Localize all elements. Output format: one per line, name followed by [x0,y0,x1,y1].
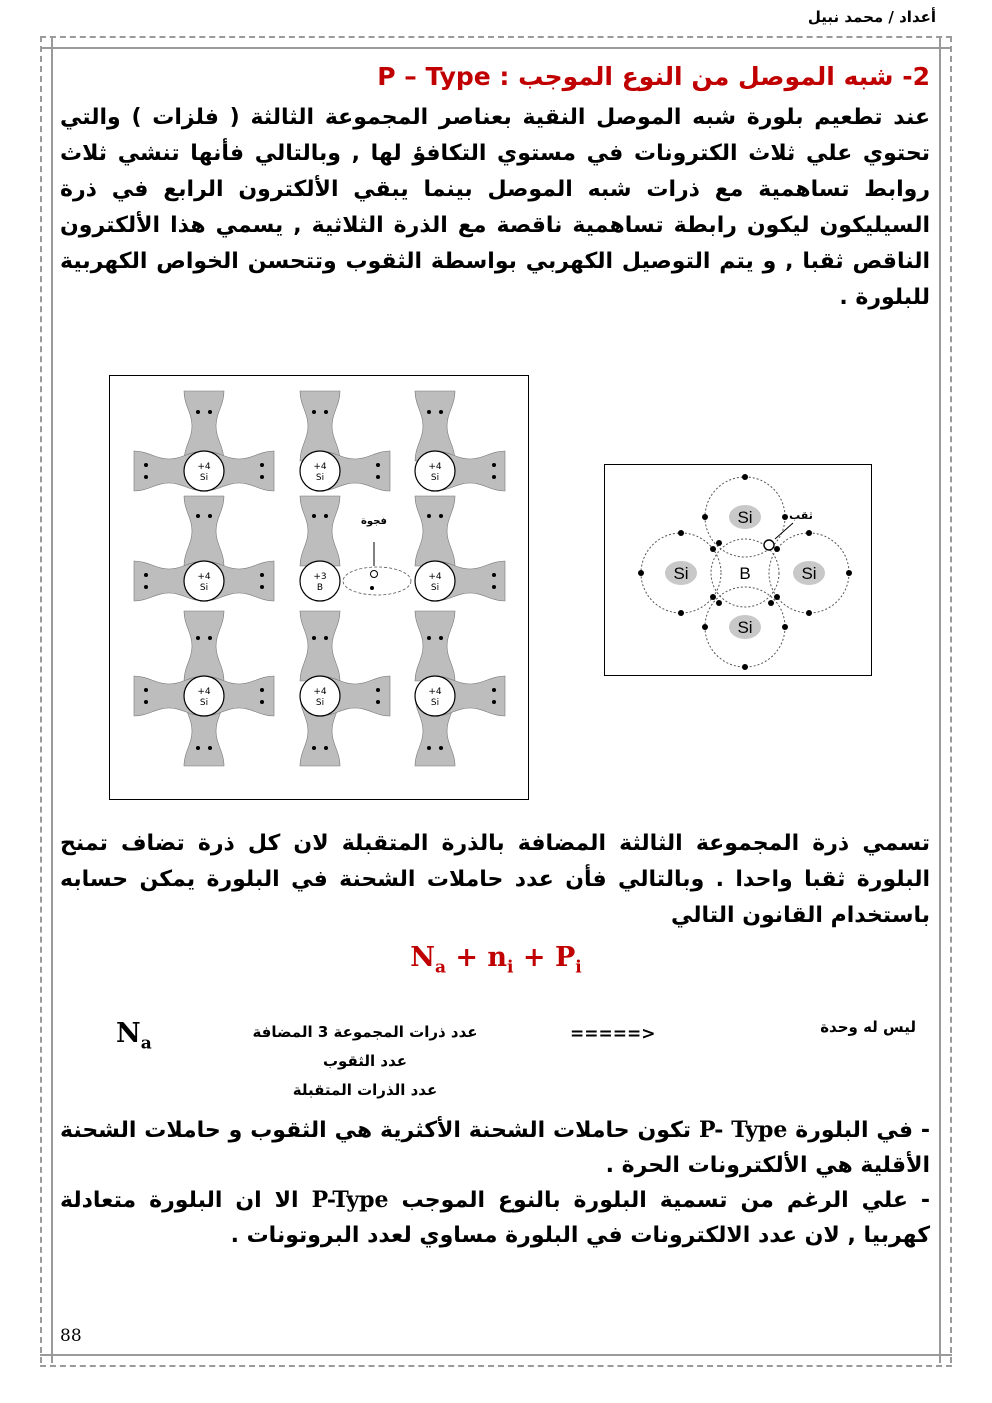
page-frame-top [40,36,952,49]
atom-charge: +4 [428,462,442,472]
notes-list [60,1113,930,1253]
si-atom [184,561,224,601]
si-atom [184,451,224,491]
atom-symbol: Si [430,698,440,708]
si-label: Si [737,508,753,527]
legend-line: عدد ذرات المجموعة 3 المضافة [252,1023,478,1041]
atom-symbol: Si [199,583,209,593]
atom-charge: +4 [197,462,211,472]
missing-bond [343,567,411,595]
b-label: B [739,564,751,583]
page-frame-right [939,36,952,1363]
atom-charge: +4 [428,687,442,697]
lattice-diagram [110,376,528,799]
page-number: 88 [60,1326,82,1346]
lattice-hole-label: فجوة [361,516,387,527]
atom-charge: +4 [313,687,327,697]
atom-symbol: B [316,583,324,593]
si-atom [415,561,455,601]
atom-symbol: Si [315,473,325,483]
lattice-figure [109,375,529,800]
page-frame-bottom [40,1354,952,1367]
b-atom [300,561,340,601]
atom-symbol: Si [315,698,325,708]
legend-symbol: $N_a$ [116,1018,152,1054]
legend-description [215,1018,515,1105]
legend-arrow: =====> [570,1024,656,1044]
atom-symbol: Si [430,583,440,593]
atom-symbol: Si [199,698,209,708]
si-label: Si [801,564,817,583]
atom-charge: +3 [313,572,327,582]
si-atom [415,676,455,716]
page-frame-left [40,36,53,1363]
si-atom [300,451,340,491]
atom-diagram [605,465,871,675]
legend-unit: ليس له وحدة [820,1018,916,1036]
si-atom [184,676,224,716]
hole-marker [764,540,774,550]
note-item: - في البلورة P- Type تكون حاملات الشحنة الأكثرية هي الثقوب و حاملات الشحنة الأقلية هي الألكترونات الحرة . [60,1117,931,1178]
atom-symbol: Si [430,473,440,483]
hole-marker [371,571,378,578]
si-label: Si [673,564,689,583]
atom-symbol: Si [199,473,209,483]
intro-paragraph: عند تطعيم بلورة شبه الموصل النقية بعناصر المجموعة الثالثة ( فلزات ) والتي تحتوي علي ثلاث الكترونات في مستوي التكافؤ لها , وبالتالي فأنها تنشي ثلاث روابط تساهمية مع ذرات شبه الموصل بينما يبقي الألكترون الرابع في ذرة السيليكون ليكون رابطة تساهمية ناقصة مع الذرة الثلاثية , يسمي هذا الألكترون الناقص ثقبا , و يتم التوصيل الكهربي بواسطة الثقوب وتتحسن الخواص الكهربية للبلورة . [60,105,930,310]
note-item: - علي الرغم من تسمية البلورة بالنوع الموجب P-Type الا ان البلورة متعادلة كهربيا , لان عدد الالكترونات في البلورة مساوي لعدد البروتونات . [60,1187,931,1248]
atom-charge: +4 [197,687,211,697]
atom-hole-label: ثقب [789,509,813,522]
si-atom [300,676,340,716]
atom-charge: +4 [313,462,327,472]
acceptor-paragraph: تسمي ذرة المجموعة الثالثة المضافة بالذرة المتقبلة لان كل ذرة تضاف تمنح البلورة ثقبا واحدا . وبالتالي فأن عدد حاملات الشحنة في البلورة يمكن حسابه باستخدام القانون التالي [60,831,930,928]
atom-figure [604,464,872,676]
atom-labels [665,505,825,639]
carrier-formula: $N_a + n_i + P_i$ [410,942,582,978]
atom-charge: +4 [197,572,211,582]
si-label: Si [737,618,753,637]
atom-charge: +4 [428,572,442,582]
author-credit: أعداد / محمد نبيل [807,8,936,26]
section-heading: 2- شبه الموصل من النوع الموجب : P – Type [377,62,930,91]
si-atom [415,451,455,491]
legend-line: عدد الثقوب [322,1052,407,1070]
legend-line: عدد الذرات المتقبلة [292,1081,438,1099]
